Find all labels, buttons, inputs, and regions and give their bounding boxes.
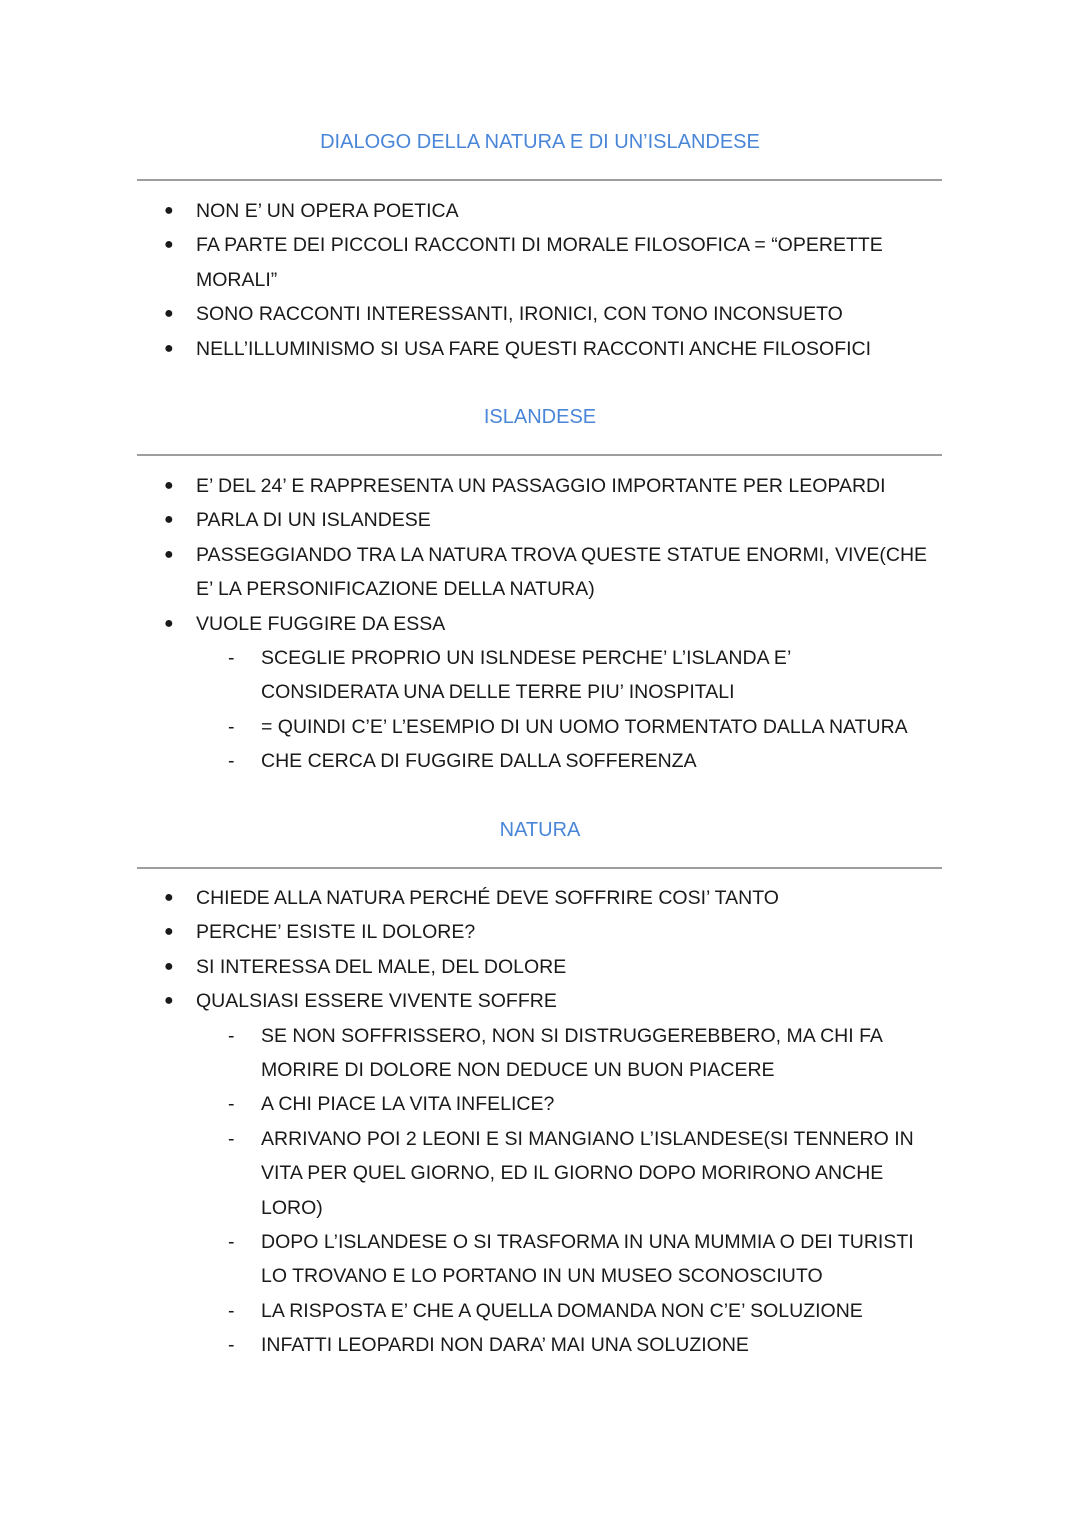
bullet-marker: ●: [164, 202, 174, 219]
section-divider: [137, 454, 942, 456]
bullet-marker: ●: [164, 236, 174, 254]
dash-subitem: [0, 1259, 1080, 1293]
bullet-item: [0, 881, 1080, 915]
item-text: MORALI”: [196, 268, 278, 291]
dash-subitem: [0, 1087, 1080, 1121]
bullet-item: [0, 263, 1080, 297]
dash-marker: -: [228, 1299, 235, 1322]
item-text: DOPO L’ISLANDESE O SI TRASFORMA IN UNA MUMMIA O DEI TURISTI: [261, 1231, 914, 1254]
item-text: VUOLE FUGGIRE DA ESSA: [196, 612, 446, 635]
dash-subitem: [0, 1328, 1080, 1362]
dash-marker: -: [228, 1024, 235, 1047]
item-text: ARRIVANO POI 2 LEONI E SI MANGIANO L’ISLANDESE(SI TENNERO IN: [261, 1127, 914, 1150]
item-text: SI INTERESSA DEL MALE, DEL DOLORE: [196, 955, 567, 978]
item-text: CHIEDE ALLA NATURA PERCHÉ DEVE SOFFRIRE COSI’ TANTO: [196, 887, 779, 909]
section-divider: [137, 867, 942, 869]
bullet-item: [0, 469, 1080, 503]
dash-marker: -: [228, 715, 235, 738]
item-text: SCEGLIE PROPRIO UN ISLNDESE PERCHE’ L’ISLANDA E’: [261, 647, 792, 670]
item-text: CONSIDERATA UNA DELLE TERRE PIU’ INOSPITALI: [261, 681, 735, 704]
dash-subitem: [0, 744, 1080, 778]
bullet-marker: ●: [164, 305, 174, 323]
item-text: VITA PER QUEL GIORNO, ED IL GIORNO DOPO MORIRONO ANCHE: [261, 1162, 884, 1185]
bullet-marker: ●: [164, 545, 174, 563]
bullet-item: [0, 332, 1080, 366]
item-text: E’ DEL 24’ E RAPPRESENTA UN PASSAGGIO IMPORTANTE PER LEOPARDI: [196, 475, 886, 497]
dash-marker: -: [228, 1093, 235, 1116]
section-list: [0, 881, 1080, 1363]
section-title: NATURA: [499, 819, 581, 841]
item-text: PASSEGGIANDO TRA LA NATURA TROVA QUESTE STATUE ENORMI, VIVE(CHE: [196, 543, 928, 566]
dash-subitem: [0, 710, 1080, 744]
item-text: MORIRE DI DOLORE NON DEDUCE UN BUON PIACERE: [261, 1059, 775, 1082]
bullet-item: [0, 503, 1080, 537]
bullet-item: [0, 950, 1080, 984]
item-text: SE NON SOFFRISSERO, NON SI DISTRUGGEREBBERO, MA CHI FA: [261, 1024, 883, 1047]
bullet-marker: ●: [164, 339, 174, 357]
section-list: [0, 194, 1080, 366]
bullet-marker: ●: [164, 889, 174, 906]
dash-subitem: [0, 1294, 1080, 1328]
item-text: QUALSIASI ESSERE VIVENTE SOFFRE: [196, 990, 557, 1013]
dash-subitem: [0, 1191, 1080, 1225]
dash-marker: -: [228, 1334, 235, 1357]
dash-subitem: [0, 641, 1080, 675]
dash-subitem: [0, 675, 1080, 709]
section-divider: [137, 179, 942, 181]
bullet-item: [0, 538, 1080, 572]
bullet-marker: ●: [164, 923, 174, 941]
item-text: CHE CERCA DI FUGGIRE DALLA SOFFERENZA: [261, 750, 697, 773]
bullet-marker: ●: [164, 477, 174, 494]
bullet-marker: ●: [164, 957, 174, 975]
item-text: LA RISPOSTA E’ CHE A QUELLA DOMANDA NON C’E’ SOLUZIONE: [261, 1299, 863, 1322]
item-text: A CHI PIACE LA VITA INFELICE?: [261, 1093, 555, 1116]
bullet-item: [0, 607, 1080, 641]
bullet-item: [0, 297, 1080, 331]
bullet-item: [0, 984, 1080, 1018]
item-text: LORO): [261, 1196, 323, 1219]
item-text: SONO RACCONTI INTERESSANTI, IRONICI, CON TONO INCONSUETO: [196, 303, 843, 326]
bullet-marker: ●: [164, 614, 174, 632]
bullet-item: [0, 572, 1080, 606]
item-text: LO TROVANO E LO PORTANO IN UN MUSEO SCONOSCIUTO: [261, 1265, 823, 1288]
bullet-item: [0, 915, 1080, 949]
dash-subitem: [0, 1156, 1080, 1190]
section-title: DIALOGO DELLA NATURA E DI UN’ISLANDESE: [320, 131, 760, 153]
dash-subitem: [0, 1225, 1080, 1259]
item-text: PARLA DI UN ISLANDESE: [196, 509, 431, 532]
item-text: PERCHE’ ESISTE IL DOLORE?: [196, 921, 476, 944]
item-text: NELL’ILLUMINISMO SI USA FARE QUESTI RACCONTI ANCHE FILOSOFICI: [196, 337, 872, 360]
dash-marker: -: [228, 1231, 235, 1254]
item-text: INFATTI LEOPARDI NON DARA’ MAI UNA SOLUZIONE: [261, 1334, 749, 1357]
item-text: NON E’ UN OPERA POETICA: [196, 200, 459, 222]
dash-marker: -: [228, 750, 235, 773]
item-text: E’ LA PERSONIFICAZIONE DELLA NATURA): [196, 578, 595, 601]
bullet-item: [0, 194, 1080, 228]
dash-subitem: [0, 1122, 1080, 1156]
dash-subitem: [0, 1053, 1080, 1087]
dash-marker: -: [228, 647, 235, 670]
dash-marker: -: [228, 1127, 235, 1150]
item-text: FA PARTE DEI PICCOLI RACCONTI DI MORALE FILOSOFICA = “OPERETTE: [196, 234, 883, 257]
section-list: [0, 469, 1080, 779]
item-text: = QUINDI C’E’ L’ESEMPIO DI UN UOMO TORMENTATO DALLA NATURA: [261, 715, 908, 738]
section-title: ISLANDESE: [483, 406, 597, 428]
bullet-item: [0, 228, 1080, 262]
dash-subitem: [0, 1019, 1080, 1053]
bullet-marker: ●: [164, 992, 174, 1010]
bullet-marker: ●: [164, 511, 174, 529]
